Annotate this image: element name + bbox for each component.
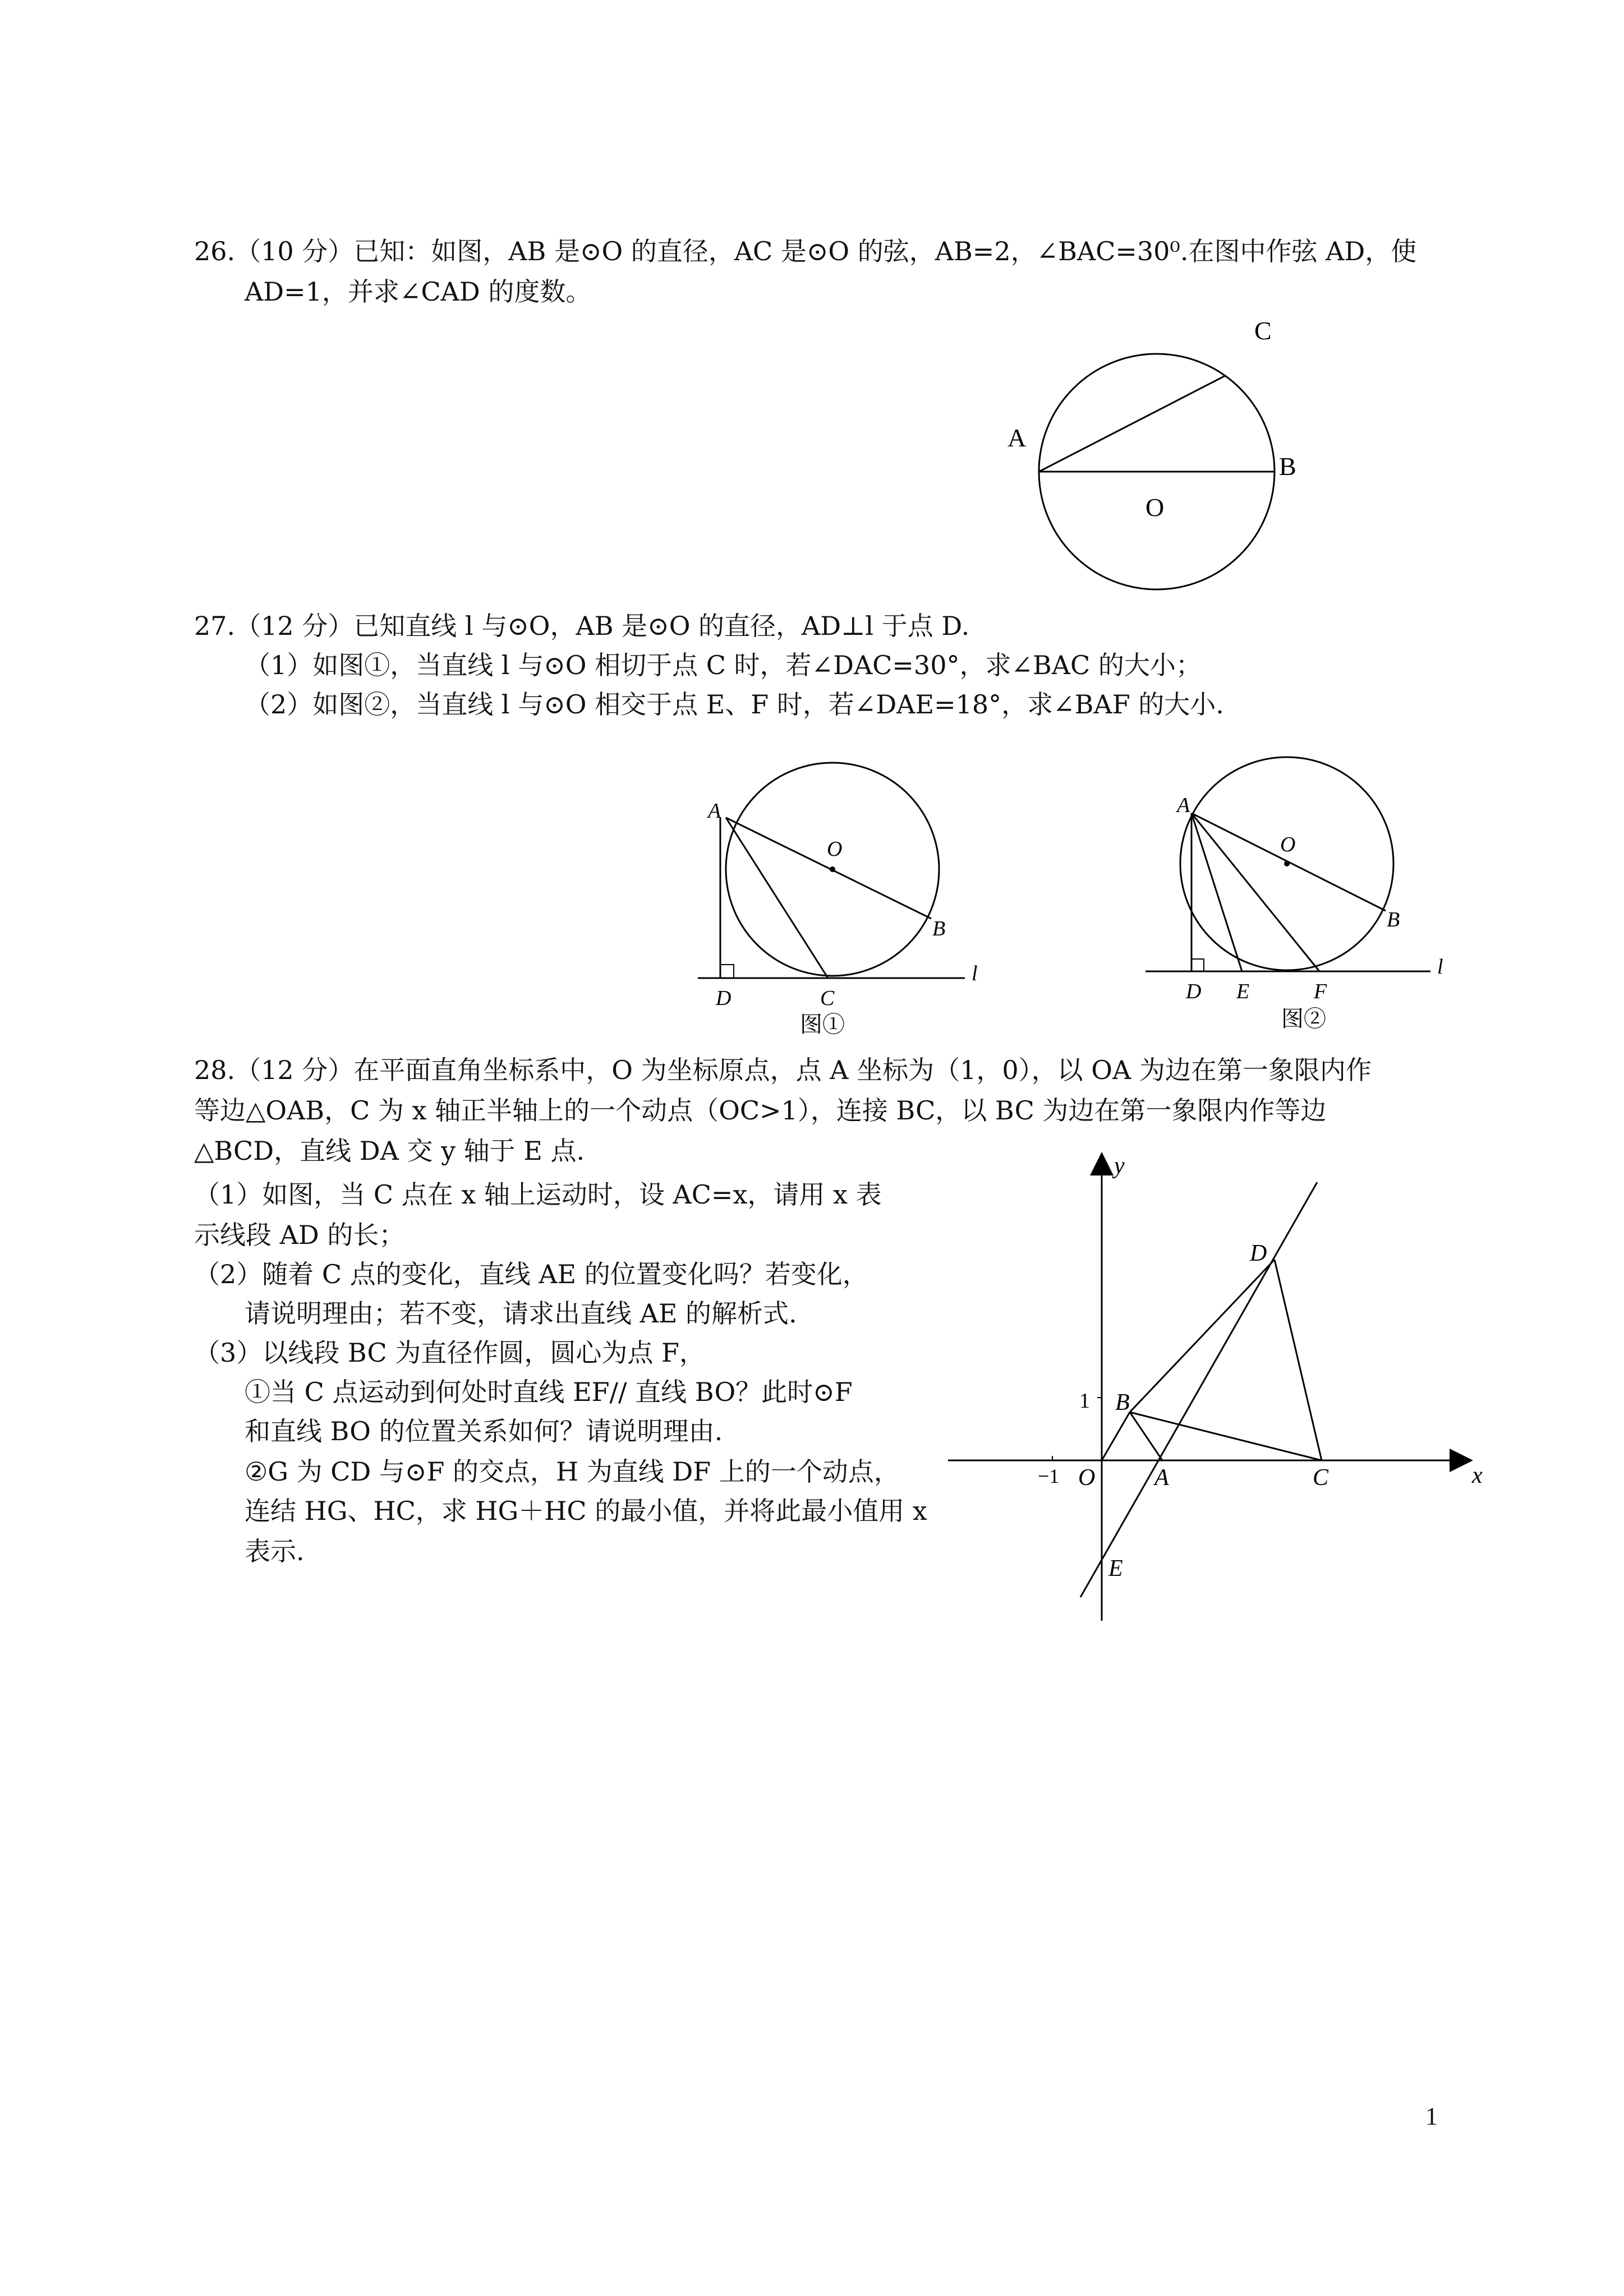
fig1-label-b: B	[932, 917, 946, 940]
page-number: 1	[1425, 2103, 1438, 2130]
fig1-label-l: l	[972, 962, 978, 985]
fig2-label-l: l	[1437, 955, 1443, 979]
q28-part3-line-4: ②G 为 CD 与⊙F 的交点，H 为直线 DF 上的一个动点，	[245, 1456, 900, 1487]
fig1-segment-ab	[726, 818, 931, 919]
q28-part1-line-1: （1）如图，当 C 点在 x 轴上运动时，设 AC=x，请用 x 表	[194, 1179, 882, 1210]
q27-line-1: 27.（12 分）已知直线 l 与⊙O，AB 是⊙O 的直径，AD⊥l 于点 D.	[194, 611, 970, 641]
q26-line-1: 26.（10 分）已知：如图，AB 是⊙O 的直径，AC 是⊙O 的弦，AB=2，∠BAC=30⁰.在图中作弦 AD，使	[194, 236, 1417, 266]
fig2-center-dot	[1284, 861, 1290, 866]
fig2-segment-ae	[1191, 813, 1242, 971]
fig2-label-a: A	[1177, 794, 1190, 817]
q28-part1-line-2: 示线段 AD 的长；	[194, 1220, 405, 1250]
fig2-label-d: D	[1186, 980, 1202, 1003]
label-b: B	[1115, 1390, 1130, 1416]
q27-figure-1	[696, 751, 1010, 1043]
label-d: D	[1250, 1241, 1267, 1266]
fig2-segment-af	[1191, 813, 1319, 971]
q26-label-b: B	[1279, 452, 1296, 481]
q27-line-3: （2）如图②，当直线 l 与⊙O 相交于点 E、F 时，若∠DAE=18°，求∠BAF 的大小.	[245, 689, 1224, 720]
segment-dc	[1275, 1260, 1322, 1460]
fig1-right-angle	[720, 965, 734, 978]
fig1-label-d: D	[716, 986, 732, 1010]
segment-bc	[1130, 1412, 1322, 1460]
q28-line-2: 等边△OAB，C 为 x 轴正半轴上的一个动点（OC>1），连接 BC，以 BC 为边在第一象限内作等边	[194, 1095, 1327, 1126]
fig1-segment-ac	[726, 818, 828, 978]
label-x: x	[1472, 1463, 1483, 1488]
label-a: A	[1154, 1465, 1169, 1491]
label-minus1: −1	[1038, 1465, 1060, 1487]
q28-part3-line-5: 连结 HG、HC，求 HG＋HC 的最小值，并将此最小值用 x	[245, 1496, 927, 1526]
q26-label-c: C	[1254, 316, 1272, 345]
q26-circle-figure	[987, 314, 1301, 594]
q26-label-a: A	[1007, 423, 1027, 452]
fig1-center-dot	[830, 866, 835, 872]
label-1: 1	[1079, 1389, 1090, 1413]
label-e: E	[1108, 1556, 1123, 1582]
q28-part3-line-1: （3）以线段 BC 为直径作圆，圆心为点 F，	[194, 1338, 705, 1368]
fig2-label-o: O	[1280, 833, 1296, 856]
fig1-label-a: A	[708, 799, 721, 823]
label-c: C	[1313, 1465, 1329, 1491]
label-o: O	[1078, 1465, 1096, 1491]
q28-part3-line-3: 和直线 BO 的位置关系如何？请说明理由.	[245, 1416, 723, 1446]
q28-coordinate-graph	[942, 1144, 1503, 1626]
q28-line-3: △BCD，直线 DA 交 y 轴于 E 点.	[194, 1136, 585, 1166]
fig2-label-b: B	[1387, 908, 1400, 932]
q26-chord-ac	[1039, 376, 1225, 472]
fig1-label-c: C	[820, 986, 835, 1010]
q27-figure-2	[1144, 751, 1459, 1043]
fig2-right-angle	[1191, 959, 1204, 971]
q27-line-2: （1）如图①，当直线 l 与⊙O 相切于点 C 时，若∠DAC=30°，求∠BAC 的大小；	[245, 650, 1202, 680]
label-y: y	[1114, 1153, 1125, 1179]
q26-label-o: O	[1145, 493, 1165, 522]
fig2-label-e: E	[1236, 980, 1250, 1003]
q28-line-1: 28.（12 分）在平面直角坐标系中，O 为坐标原点，点 A 坐标为（1，0），以 OA 为边在第一象限内作	[194, 1055, 1372, 1085]
fig2-label-f: F	[1314, 980, 1327, 1003]
segment-bd	[1130, 1260, 1275, 1412]
q26-line-2: AD=1，并求∠CAD 的度数。	[245, 276, 592, 307]
fig2-caption: 图②	[1281, 1006, 1326, 1031]
fig1-label-o: O	[827, 837, 843, 861]
segment-ob	[1102, 1412, 1130, 1460]
q28-part2-line-1: （2）随着 C 点的变化，直线 AE 的位置变化吗？若变化，	[194, 1259, 868, 1289]
q28-part3-line-6: 表示.	[245, 1536, 305, 1566]
q28-part2-line-2: 请说明理由；若不变，请求出直线 AE 的解析式.	[245, 1298, 797, 1329]
q28-part3-line-2: ①当 C 点运动到何处时直线 EF// 直线 BO？此时⊙F	[245, 1377, 853, 1407]
fig1-caption: 图①	[800, 1012, 845, 1037]
